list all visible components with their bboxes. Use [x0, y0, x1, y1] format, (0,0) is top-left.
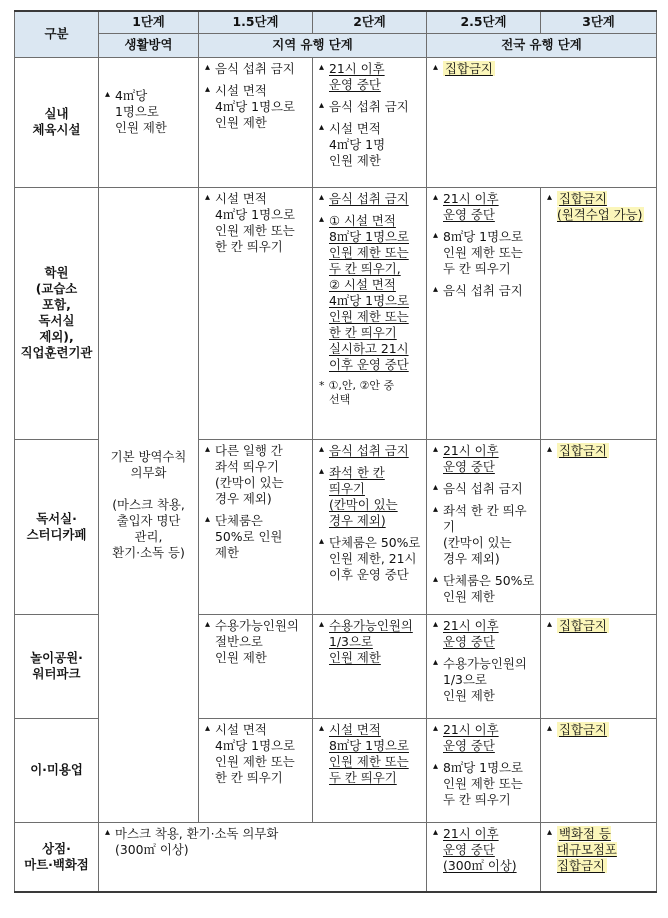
header-level-national: 전국 유행 단계 — [427, 33, 657, 57]
rule-item: ▴ 수용가능인원의 1/3으로 인원 제한 — [433, 656, 536, 704]
rule-item: ▴ 음식 섭취 금지 — [205, 61, 308, 77]
rule-item: ▴ 단체룸은 50%로 인원 제한 — [205, 513, 308, 561]
footnote: * ①,안, ②안 중 선택 — [319, 378, 395, 406]
rule-item: ▴ 시설 면적 4㎡당 1명으로 인원 제한 또는 한 칸 띄우기 — [205, 191, 308, 255]
rule-item: ▴ 음식 섭취 금지 — [319, 191, 422, 207]
rule-item: ▴ 단체룸은 50%로 인원 제한 — [433, 573, 536, 605]
rule-item: ▴ 집합금지 — [547, 618, 652, 634]
header-stage-1: 1단계 — [99, 11, 199, 33]
rule-item: ▴ 8㎡당 1명으로 인원 제한 또는 두 칸 띄우기 — [433, 229, 536, 277]
rule-item: ▴ 시설 면적 4㎡당 1명으로 인원 제한 — [205, 83, 308, 131]
rule-item: ▴ 21시 이후 운영 중단 (300㎡ 이상) — [433, 826, 536, 874]
rule-item: ▴ 8㎡당 1명으로 인원 제한 또는 두 칸 띄우기 — [433, 760, 536, 808]
category-beauty: 이·미용업 — [30, 762, 83, 777]
rule-item: ▴ 21시 이후 운영 중단 — [433, 618, 536, 650]
rule-item: ▴ 음식 섭취 금지 — [319, 99, 422, 115]
rule-item: ▴ 음식 섭취 금지 — [433, 283, 536, 299]
category-study-cafe: 독서실· 스터디카페 — [26, 510, 87, 542]
rule-item: ▴ 집합금지 — [547, 722, 652, 738]
rule-item: ▴ 음식 섭취 금지 — [433, 481, 536, 497]
rule-item: ▴ 좌석 한 칸 띄우기 (칸막이 있는 경우 제외) — [319, 465, 422, 529]
rule-item: ▴ 수용가능인원의 1/3으로 인원 제한 — [319, 618, 422, 666]
rule-item: ▴ ① 시설 면적 8㎡당 1명으로 인원 제한 또는 두 칸 띄우기, ② 시설 면적 4㎡당 1명으로 인원 제한 또는 한 칸 띄우기 실시하고 21시 이후 운영 중단 — [319, 213, 422, 373]
rule-item: ▴ 21시 이후 운영 중단 — [433, 443, 536, 475]
rule-item: ▴ 21시 이후 운영 중단 — [433, 722, 536, 754]
rule-item: ▴ 집합금지 (원격수업 가능) — [547, 191, 652, 223]
rule-item: ▴ 21시 이후 운영 중단 — [433, 191, 536, 223]
rule-item: ▴ 집합금지 — [547, 443, 652, 459]
header-gubun: 구분 — [15, 11, 99, 57]
header-level-daily: 생활방역 — [99, 33, 199, 57]
rule-item: ▴ 수용가능인원의 절반으로 인원 제한 — [205, 618, 308, 666]
category-indoor-sports: 실내 체육시설 — [32, 106, 81, 137]
category-amusement: 놀이공원· 워터파크 — [30, 650, 83, 681]
header-stage-2-5: 2.5단계 — [427, 11, 541, 33]
header-stage-1-5: 1.5단계 — [199, 11, 313, 33]
rule-item: ▴ 단체룸은 50%로 인원 제한, 21시 이후 운영 중단 — [319, 535, 422, 583]
rule-item: ▴ 21시 이후 운영 중단 — [319, 61, 422, 93]
rule-item: ▴ 백화점 등 대규모점포 집합금지 — [547, 826, 652, 874]
rule-item: ▴ 좌석 한 칸 띄우기 (칸막이 있는 경우 제외) — [433, 503, 536, 567]
rule-item: ▴ 다른 일행 간 좌석 띄우기 (칸막이 있는 경우 제외) — [205, 443, 308, 507]
distancing-table — [14, 10, 657, 893]
stage1-common-rules: 기본 방역수칙 의무화 (마스크 착용, 출입자 명단 관리, 환기·소독 등) — [99, 187, 199, 822]
category-stores: 상점· 마트·백화점 — [24, 840, 89, 872]
rule-item: ▴ 시설 면적 4㎡당 1명 인원 제한 — [319, 121, 422, 169]
header-stage-2: 2단계 — [313, 11, 427, 33]
rule-item: ▴ 집합금지 — [433, 61, 652, 77]
rule-item: ▴ 4㎡당 1명으로 인원 제한 — [105, 88, 194, 136]
rule-item: ▴ 음식 섭취 금지 — [319, 443, 422, 459]
header-level-regional: 지역 유행 단계 — [199, 33, 427, 57]
category-academy: 학원 (교습소 포함, 독서실 제외), 직업훈련기관 — [20, 265, 93, 360]
rule-item: ▴ 시설 면적 8㎡당 1명으로 인원 제한 또는 두 칸 띄우기 — [319, 722, 422, 786]
header-stage-3: 3단계 — [541, 11, 657, 33]
rule-item: ▴ 시설 면적 4㎡당 1명으로 인원 제한 또는 한 칸 띄우기 — [205, 722, 308, 786]
rule-item: ▴ 마스크 착용, 환기·소독 의무화 (300㎡ 이상) — [105, 826, 422, 858]
